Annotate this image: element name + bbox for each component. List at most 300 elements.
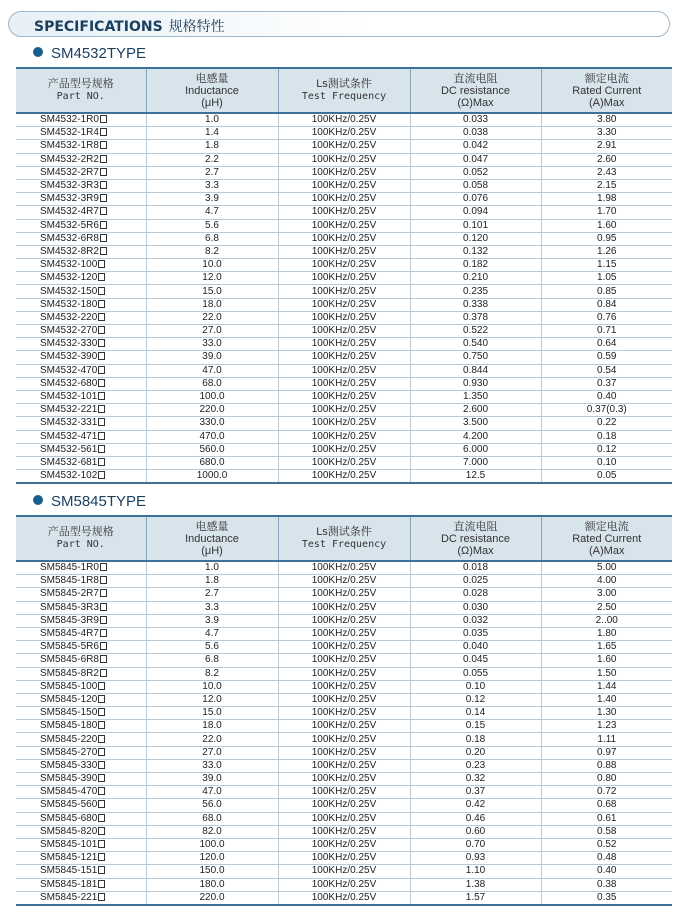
suffix-box-icon: [98, 721, 105, 729]
inductance-cell: [146, 259, 278, 272]
part-number-cell: [16, 838, 146, 851]
page-title: [34, 16, 225, 36]
inductance-cell: [146, 627, 278, 640]
suffix-box-icon: [98, 418, 105, 426]
cell-value: 5.00: [597, 562, 617, 574]
part-number-cell: [16, 404, 146, 417]
table-row: [16, 588, 672, 601]
inductance-cell: [146, 852, 278, 865]
dc-resistance-cell: [410, 561, 541, 575]
test-frequency-cell: [278, 878, 410, 891]
cell-value: SM4532-470: [40, 364, 98, 376]
suffix-box-icon: [100, 155, 107, 163]
cell-value: 2.91: [597, 140, 617, 152]
table-row: [16, 773, 672, 786]
part-number-cell: [16, 693, 146, 706]
cell-value: 0.844: [462, 364, 489, 376]
cell-value: 100KHz/0.25V: [311, 364, 377, 376]
cell-value: 100KHz/0.25V: [311, 601, 377, 613]
cell-value: SM5845-6R8: [40, 654, 99, 666]
dc-resistance-cell: [410, 601, 541, 614]
table-row: [16, 377, 672, 390]
part-number-cell: [16, 390, 146, 403]
rated-current-cell: [541, 179, 672, 192]
cell-value: 0.05: [597, 470, 617, 482]
section-title: SM4532TYPE: [51, 45, 147, 62]
inductance-cell: [146, 127, 278, 140]
cell-value: 100KHz/0.25V: [311, 575, 377, 587]
cell-value: 100KHz/0.25V: [311, 878, 377, 890]
cell-value: 0.032: [462, 614, 489, 626]
cell-value: 0.37(0.3): [586, 404, 627, 416]
cell-value: 7.000: [462, 456, 489, 468]
suffix-box-icon: [98, 774, 105, 782]
cell-value: 47.0: [202, 786, 222, 798]
suffix-box-icon: [98, 708, 105, 716]
test-frequency-cell: [278, 707, 410, 720]
suffix-box-icon: [100, 576, 107, 584]
part-number-cell: [16, 232, 146, 245]
suffix-box-icon: [98, 853, 105, 861]
table-row: [16, 891, 672, 905]
cell-value: 0.750: [462, 351, 489, 363]
rated-current-cell: [541, 588, 672, 601]
inductance-cell: [146, 364, 278, 377]
part-number-cell: [16, 746, 146, 759]
test-frequency-cell: [278, 693, 410, 706]
test-frequency-cell: [278, 865, 410, 878]
dc-resistance-cell: [410, 707, 541, 720]
cell-value: 1.10: [465, 865, 486, 877]
cell-value: 0.68: [597, 799, 617, 811]
dc-resistance-cell: [410, 166, 541, 179]
cell-value: 0.35: [597, 891, 617, 903]
cell-value: 4.00: [597, 575, 617, 587]
cell-value: 8.2: [205, 245, 219, 257]
table-row: [16, 443, 672, 456]
suffix-box-icon: [98, 471, 105, 479]
cell-value: SM5845-120: [40, 693, 98, 705]
suffix-box-icon: [98, 392, 105, 400]
suffix-box-icon: [98, 379, 105, 387]
test-frequency-cell: [278, 601, 410, 614]
suffix-box-icon: [98, 827, 105, 835]
rated-current-cell: [541, 153, 672, 166]
cell-value: SM5845-2R7: [40, 588, 99, 600]
dc-resistance-cell: [410, 127, 541, 140]
col-ind-en: Inductance: [185, 84, 239, 97]
cell-value: 15.0: [202, 707, 222, 719]
cell-value: 33.0: [202, 338, 222, 350]
table-row: [16, 812, 672, 825]
test-frequency-cell: [278, 575, 410, 588]
cell-value: SM5845-390: [40, 773, 98, 785]
cell-value: 1.0: [205, 114, 219, 126]
cell-value: 0.32: [465, 773, 486, 785]
cell-value: 15.0: [202, 285, 222, 297]
cell-value: 3.00: [597, 588, 617, 600]
col-dcr-cn: 直流电阻: [453, 520, 498, 533]
cell-value: 100KHz/0.25V: [311, 404, 377, 416]
cell-value: 150.0: [199, 865, 225, 877]
rated-current-cell: [541, 746, 672, 759]
col-cur-cn: 额定电流: [584, 520, 629, 533]
cell-value: 0.12: [465, 693, 486, 705]
cell-value: 27.0: [202, 325, 222, 337]
cell-value: 0.88: [597, 759, 617, 771]
inductance-cell: [146, 272, 278, 285]
cell-value: 0.59: [597, 351, 617, 363]
inductance-cell: [146, 614, 278, 627]
rated-current-cell: [541, 206, 672, 219]
dc-resistance-cell: [410, 364, 541, 377]
cell-value: 0.045: [462, 654, 489, 666]
cell-value: 100KHz/0.25V: [311, 443, 377, 455]
cell-value: 1.38: [465, 878, 486, 890]
cell-value: 0.540: [462, 338, 489, 350]
cell-value: SM5845-101: [40, 839, 98, 851]
suffix-box-icon: [98, 366, 105, 374]
cell-value: 100KHz/0.25V: [311, 733, 377, 745]
cell-value: 18.0: [202, 720, 222, 732]
cell-value: 1.8: [205, 140, 219, 152]
cell-value: 0.101: [462, 219, 489, 231]
inductance-cell: [146, 575, 278, 588]
inductance-cell: [146, 891, 278, 905]
dc-resistance-cell: [410, 245, 541, 258]
test-frequency-cell: [278, 285, 410, 298]
inductance-cell: [146, 773, 278, 786]
cell-value: 39.0: [202, 351, 222, 363]
cell-value: 100KHz/0.25V: [311, 562, 377, 574]
col-ind-en: Inductance: [185, 532, 239, 545]
part-number-cell: [16, 298, 146, 311]
col-header-inductance: [146, 68, 278, 113]
cell-value: 0.72: [597, 786, 617, 798]
col-dcr-en: DC resistance: [440, 84, 511, 97]
rated-current-cell: [541, 878, 672, 891]
part-number-cell: [16, 720, 146, 733]
cell-value: 100KHz/0.25V: [311, 377, 377, 389]
cell-value: 0.18: [465, 733, 486, 745]
table-row: [16, 641, 672, 654]
inductance-cell: [146, 654, 278, 667]
cell-value: 100KHz/0.25V: [311, 140, 377, 152]
rated-current-cell: [541, 470, 672, 484]
cell-value: 0.60: [465, 825, 486, 837]
test-frequency-cell: [278, 351, 410, 364]
test-frequency-cell: [278, 588, 410, 601]
cell-value: 0.37: [597, 377, 617, 389]
col-header-freq: [278, 516, 410, 561]
cell-value: 68.0: [202, 377, 222, 389]
test-frequency-cell: [278, 733, 410, 746]
table-row: [16, 338, 672, 351]
cell-value: 0.93: [465, 852, 486, 864]
suffix-box-icon: [100, 221, 107, 229]
cell-value: SM5845-560: [40, 799, 98, 811]
cell-value: SM4532-1R4: [40, 127, 99, 139]
cell-value: 2.50: [597, 601, 617, 613]
test-frequency-cell: [278, 232, 410, 245]
part-number-cell: [16, 325, 146, 338]
suffix-box-icon: [100, 141, 107, 149]
table-row: [16, 193, 672, 206]
cell-value: 100KHz/0.25V: [311, 470, 377, 482]
rated-current-cell: [541, 259, 672, 272]
inductance-cell: [146, 140, 278, 153]
part-number-cell: [16, 865, 146, 878]
rated-current-cell: [541, 311, 672, 324]
table-row: [16, 404, 672, 417]
cell-value: 0.76: [597, 311, 617, 323]
table-row: [16, 259, 672, 272]
table-row: [16, 707, 672, 720]
suffix-box-icon: [98, 695, 105, 703]
part-number-cell: [16, 825, 146, 838]
part-number-cell: [16, 588, 146, 601]
cell-value: 0.522: [462, 325, 489, 337]
test-frequency-cell: [278, 179, 410, 192]
cell-value: SM5845-820: [40, 825, 98, 837]
rated-current-cell: [541, 245, 672, 258]
cell-value: 100KHz/0.25V: [311, 707, 377, 719]
suffix-box-icon: [98, 735, 105, 743]
inductance-cell: [146, 720, 278, 733]
cell-value: 100KHz/0.25V: [311, 654, 377, 666]
cell-value: 100KHz/0.25V: [311, 219, 377, 231]
dc-resistance-cell: [410, 219, 541, 232]
part-number-cell: [16, 193, 146, 206]
part-number-cell: [16, 338, 146, 351]
table-row: [16, 561, 672, 575]
cell-value: 82.0: [202, 825, 222, 837]
cell-value: 0.047: [462, 153, 489, 165]
cell-value: SM4532-3R9: [40, 193, 99, 205]
dc-resistance-cell: [410, 627, 541, 640]
dc-resistance-cell: [410, 206, 541, 219]
table-row: [16, 219, 672, 232]
cell-value: 100KHz/0.25V: [311, 272, 377, 284]
rated-current-cell: [541, 443, 672, 456]
part-number-cell: [16, 773, 146, 786]
cell-value: SM5845-5R6: [40, 641, 99, 653]
cell-value: 0.132: [462, 245, 489, 257]
rated-current-cell: [541, 601, 672, 614]
suffix-box-icon: [100, 603, 107, 611]
table-row: [16, 470, 672, 484]
cell-value: 1.40: [597, 693, 617, 705]
cell-value: 1.57: [465, 891, 486, 903]
suffix-box-icon: [98, 326, 105, 334]
table-row: [16, 166, 672, 179]
table-header-row: [16, 516, 672, 561]
col-part-en: Part NO.: [56, 91, 105, 102]
inductance-cell: [146, 680, 278, 693]
cell-value: 0.40: [597, 865, 617, 877]
dc-resistance-cell: [410, 470, 541, 484]
cell-value: 68.0: [202, 812, 222, 824]
test-frequency-cell: [278, 140, 410, 153]
rated-current-cell: [541, 786, 672, 799]
cell-value: 0.14: [465, 707, 486, 719]
table-row: [16, 746, 672, 759]
table-row: [16, 865, 672, 878]
dc-resistance-cell: [410, 759, 541, 772]
cell-value: 2.15: [597, 180, 617, 192]
test-frequency-cell: [278, 417, 410, 430]
rated-current-cell: [541, 417, 672, 430]
inductance-cell: [146, 377, 278, 390]
test-frequency-cell: [278, 773, 410, 786]
cell-value: 1.44: [597, 680, 617, 692]
cell-value: 18.0: [202, 298, 222, 310]
table-row: [16, 825, 672, 838]
part-number-cell: [16, 878, 146, 891]
cell-value: 0.040: [462, 641, 489, 653]
suffix-box-icon: [98, 405, 105, 413]
cell-value: 100KHz/0.25V: [311, 417, 377, 429]
test-frequency-cell: [278, 272, 410, 285]
cell-value: 100KHz/0.25V: [311, 693, 377, 705]
cell-value: 100KHz/0.25V: [311, 720, 377, 732]
cell-value: 0.61: [597, 812, 617, 824]
suffix-box-icon: [98, 840, 105, 848]
inductance-cell: [146, 838, 278, 851]
cell-value: 100KHz/0.25V: [311, 259, 377, 271]
part-number-cell: [16, 812, 146, 825]
dc-resistance-cell: [410, 377, 541, 390]
cell-value: SM5845-1R0: [40, 562, 99, 574]
dc-resistance-cell: [410, 325, 541, 338]
col-header-current: [541, 68, 672, 113]
cell-value: 0.038: [462, 127, 489, 139]
table-row: [16, 786, 672, 799]
cell-value: 1.26: [597, 245, 617, 257]
test-frequency-cell: [278, 667, 410, 680]
cell-value: SM5845-270: [40, 746, 98, 758]
suffix-box-icon: [100, 234, 107, 242]
cell-value: 100KHz/0.25V: [311, 298, 377, 310]
cell-value: SM5845-180: [40, 720, 98, 732]
col-cur-en: Rated Current: [572, 84, 642, 97]
suffix-box-icon: [98, 458, 105, 466]
rated-current-cell: [541, 140, 672, 153]
cell-value: 3.3: [205, 180, 219, 192]
cell-value: 0.40: [597, 391, 617, 403]
inductance-cell: [146, 470, 278, 484]
rated-current-cell: [541, 377, 672, 390]
inductance-cell: [146, 285, 278, 298]
cell-value: SM4532-390: [40, 351, 98, 363]
rated-current-cell: [541, 575, 672, 588]
table-row: [16, 206, 672, 219]
dc-resistance-cell: [410, 812, 541, 825]
rated-current-cell: [541, 404, 672, 417]
table-row: [16, 417, 672, 430]
inductance-cell: [146, 232, 278, 245]
test-frequency-cell: [278, 430, 410, 443]
inductance-cell: [146, 417, 278, 430]
dc-resistance-cell: [410, 153, 541, 166]
dc-resistance-cell: [410, 404, 541, 417]
rated-current-cell: [541, 561, 672, 575]
table-row: [16, 127, 672, 140]
cell-value: 10.0: [202, 680, 222, 692]
cell-value: 100KHz/0.25V: [311, 245, 377, 257]
cell-value: SM4532-100: [40, 259, 98, 271]
table-row: [16, 311, 672, 324]
part-number-cell: [16, 311, 146, 324]
suffix-box-icon: [100, 616, 107, 624]
test-frequency-cell: [278, 219, 410, 232]
dc-resistance-cell: [410, 193, 541, 206]
cell-value: 100KHz/0.25V: [311, 773, 377, 785]
inductance-cell: [146, 166, 278, 179]
table-row: [16, 852, 672, 865]
test-frequency-cell: [278, 390, 410, 403]
cell-value: 1.05: [597, 272, 617, 284]
col-cur-unit: (A)Max: [589, 96, 625, 109]
table-header-row: [16, 68, 672, 113]
cell-value: 560.0: [199, 443, 225, 455]
part-number-cell: [16, 852, 146, 865]
cell-value: 0.210: [462, 272, 489, 284]
cell-value: 22.0: [202, 733, 222, 745]
col-cur-en: Rated Current: [572, 532, 642, 545]
cell-value: 0.95: [597, 232, 617, 244]
inductance-cell: [146, 311, 278, 324]
part-number-cell: [16, 166, 146, 179]
table-row: [16, 179, 672, 192]
part-number-cell: [16, 680, 146, 693]
cell-value: 5.6: [205, 641, 219, 653]
inductance-cell: [146, 812, 278, 825]
cell-value: 1.11: [597, 733, 617, 745]
inductance-cell: [146, 443, 278, 456]
cell-value: SM4532-2R7: [40, 166, 99, 178]
col-freq-cn: Ls测试条件: [316, 78, 372, 90]
suffix-box-icon: [98, 313, 105, 321]
cell-value: 33.0: [202, 759, 222, 771]
cell-value: SM5845-330: [40, 759, 98, 771]
rated-current-cell: [541, 773, 672, 786]
cell-value: SM5845-220: [40, 733, 98, 745]
dc-resistance-cell: [410, 680, 541, 693]
cell-value: 0.23: [465, 759, 486, 771]
col-header-freq: [278, 68, 410, 113]
page-title-en: SPECIFICATIONS: [34, 19, 163, 35]
suffix-box-icon: [98, 300, 105, 308]
suffix-box-icon: [98, 260, 105, 268]
rated-current-cell: [541, 272, 672, 285]
part-number-cell: [16, 351, 146, 364]
col-ind-cn: 电感量: [195, 520, 229, 533]
cell-value: SM4532-681: [40, 456, 98, 468]
inductance-cell: [146, 601, 278, 614]
cell-value: 10.0: [202, 259, 222, 271]
table-row: [16, 245, 672, 258]
cell-value: 6.8: [205, 232, 219, 244]
dc-resistance-cell: [410, 311, 541, 324]
cell-value: 2.7: [205, 588, 219, 600]
inductance-cell: [146, 456, 278, 469]
suffix-box-icon: [100, 181, 107, 189]
test-frequency-cell: [278, 245, 410, 258]
cell-value: 0.15: [465, 720, 486, 732]
cell-value: 100KHz/0.25V: [311, 852, 377, 864]
cell-value: 1.23: [597, 720, 617, 732]
